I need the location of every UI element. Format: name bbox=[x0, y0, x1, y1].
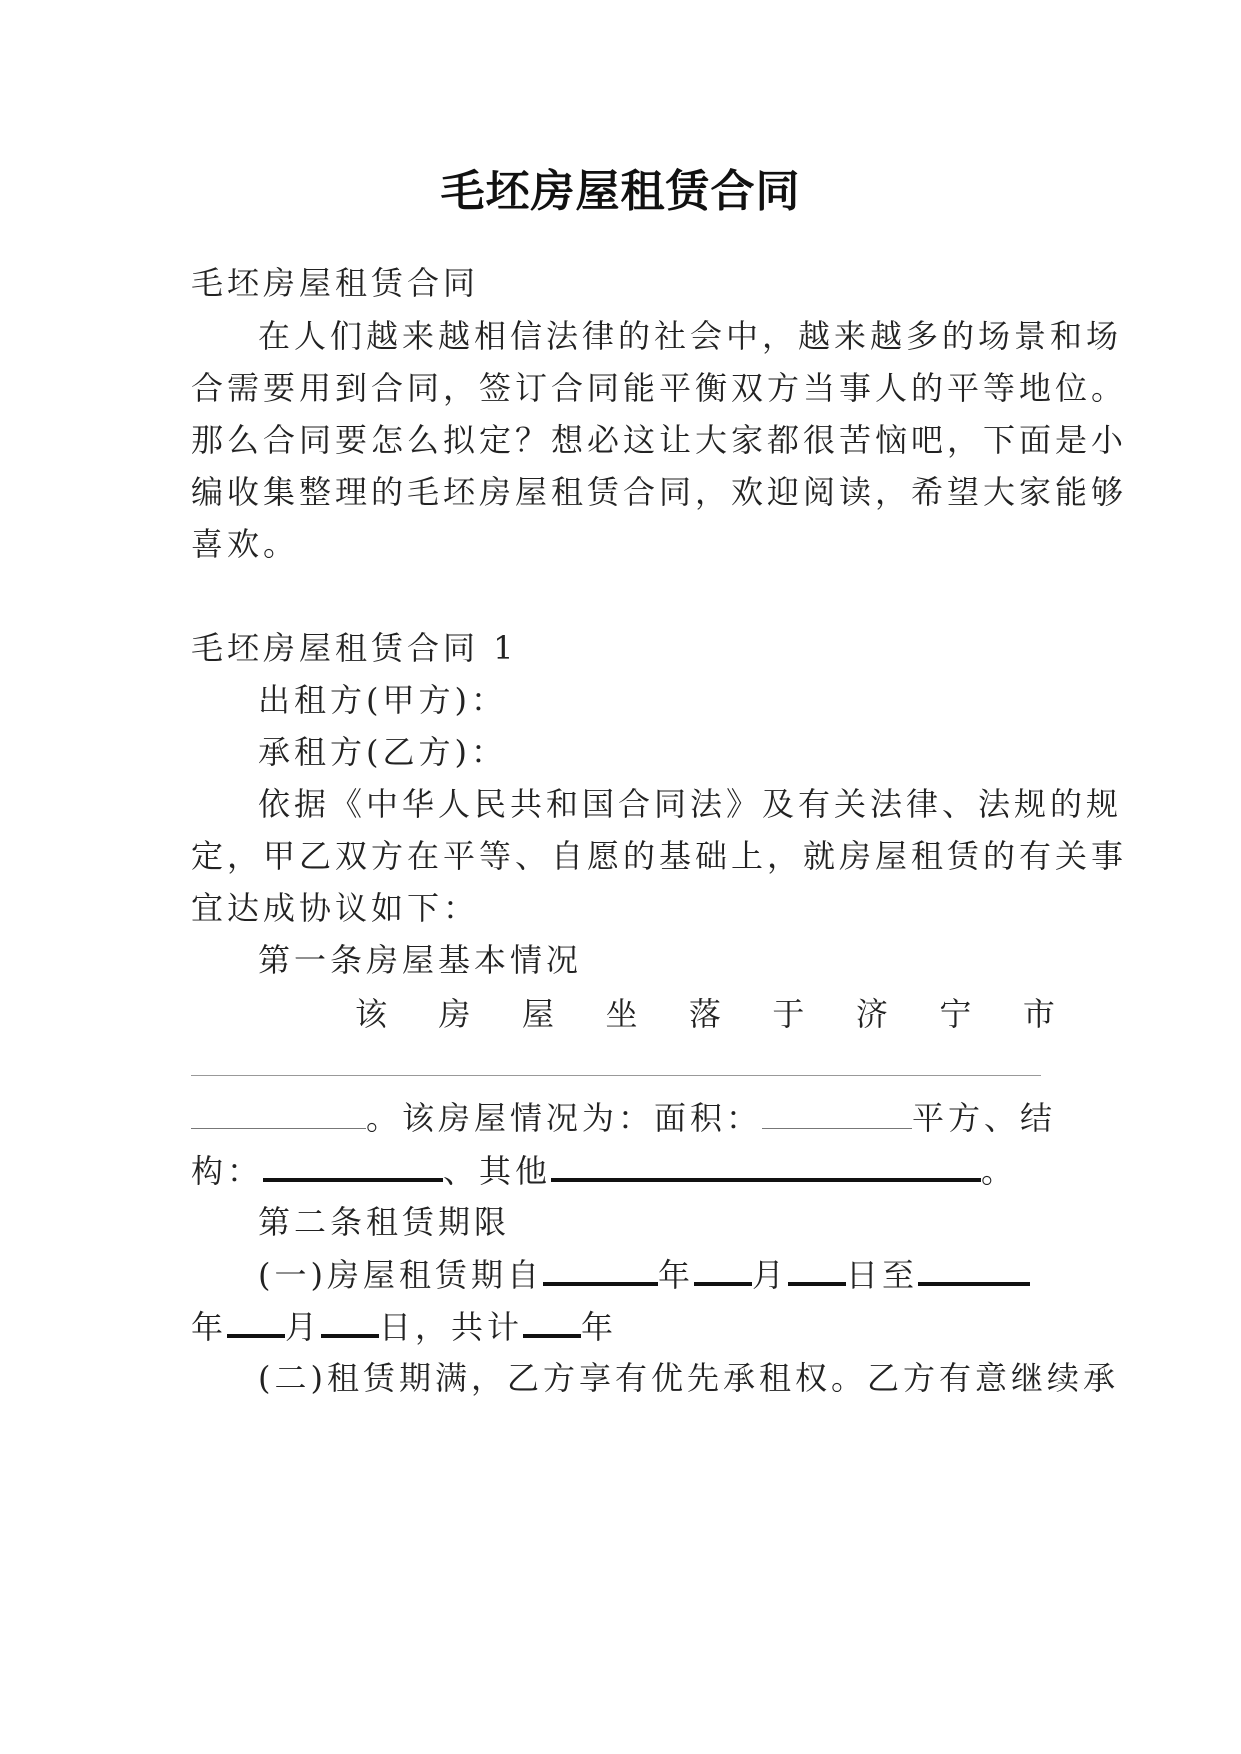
lessee-label: 承租方(乙方)： bbox=[258, 733, 507, 771]
article1-heading: 第一条房屋基本情况 bbox=[258, 941, 583, 979]
sqm-text: 平方、结 bbox=[912, 1099, 1057, 1137]
year-label: 年 bbox=[657, 1256, 694, 1294]
location-line bbox=[355, 994, 1055, 1034]
year-label: 年 bbox=[191, 1308, 228, 1346]
start-month-blank bbox=[694, 1254, 752, 1286]
intro-line-3: 那么合同要怎么拟定？想必这让大家都很苦恼吧，下面是小 bbox=[191, 421, 1128, 459]
basis-line-3: 宜达成协议如下： bbox=[191, 889, 480, 927]
location-char: 市 bbox=[1022, 995, 1055, 1033]
term-line-1 bbox=[258, 1254, 1030, 1295]
intro-line-1: 在人们越来越相信法律的社会中，越来越多的场景和场 bbox=[258, 317, 1123, 355]
day-total-label: 日，共计 bbox=[379, 1308, 524, 1346]
basis-line-2: 定，甲乙双方在平等、自愿的基础上，就房屋租赁的有关事 bbox=[191, 837, 1128, 875]
condition-text: 。该房屋情况为：面积： bbox=[366, 1099, 763, 1137]
condition-line bbox=[191, 1098, 1056, 1138]
other-label: 、其他 bbox=[443, 1152, 552, 1190]
location-char: 宁 bbox=[939, 995, 972, 1033]
intro-line-4: 编收集整理的毛坯房屋租赁合同，欢迎阅读，希望大家能够 bbox=[191, 473, 1128, 511]
end-period: 。 bbox=[981, 1152, 1018, 1190]
end-month-blank bbox=[227, 1306, 285, 1338]
start-day-blank bbox=[788, 1254, 846, 1286]
location-char: 于 bbox=[772, 995, 805, 1033]
month-label: 月 bbox=[285, 1308, 322, 1346]
address-blank-end bbox=[191, 1098, 366, 1129]
term-end-year: 年 bbox=[581, 1308, 618, 1346]
intro-heading: 毛坯房屋租赁合同 bbox=[191, 264, 480, 302]
location-char: 落 bbox=[688, 995, 721, 1033]
article2-heading: 第二条租赁期限 bbox=[258, 1203, 511, 1241]
month-label: 月 bbox=[752, 1256, 789, 1294]
address-blank-line bbox=[191, 1075, 1041, 1076]
location-char: 该 bbox=[355, 995, 388, 1033]
structure-label: 构： bbox=[191, 1152, 264, 1190]
renew-line: (二)租赁期满，乙方享有优先承租权。乙方有意继续承 bbox=[258, 1359, 1119, 1397]
intro-line-2: 合需要用到合同，签订合同能平衡双方当事人的平等地位。 bbox=[191, 369, 1128, 407]
start-year-blank bbox=[543, 1254, 658, 1286]
intro-line-5: 喜欢。 bbox=[191, 525, 300, 563]
basis-line-1: 依据《中华人民共和国合同法》及有关法律、法规的规 bbox=[258, 785, 1123, 823]
term-line-2 bbox=[191, 1306, 617, 1347]
term-prefix: (一)房屋租赁期自 bbox=[258, 1256, 543, 1294]
day-to-label: 日至 bbox=[846, 1256, 919, 1294]
location-char: 屋 bbox=[521, 995, 554, 1033]
location-char: 房 bbox=[438, 995, 471, 1033]
structure-line bbox=[191, 1150, 1017, 1191]
end-day-blank bbox=[321, 1306, 379, 1338]
contract1-heading: 毛坯房屋租赁合同 1 bbox=[191, 629, 518, 667]
document-title: 毛坯房屋租赁合同 bbox=[440, 166, 801, 217]
area-blank bbox=[762, 1098, 912, 1129]
location-char: 坐 bbox=[605, 995, 638, 1033]
structure-blank bbox=[263, 1150, 443, 1182]
total-years-blank bbox=[523, 1306, 581, 1338]
location-char: 济 bbox=[855, 995, 888, 1033]
end-year-blank bbox=[918, 1254, 1030, 1286]
lessor-label: 出租方(甲方)： bbox=[258, 681, 507, 719]
other-blank bbox=[551, 1150, 981, 1182]
